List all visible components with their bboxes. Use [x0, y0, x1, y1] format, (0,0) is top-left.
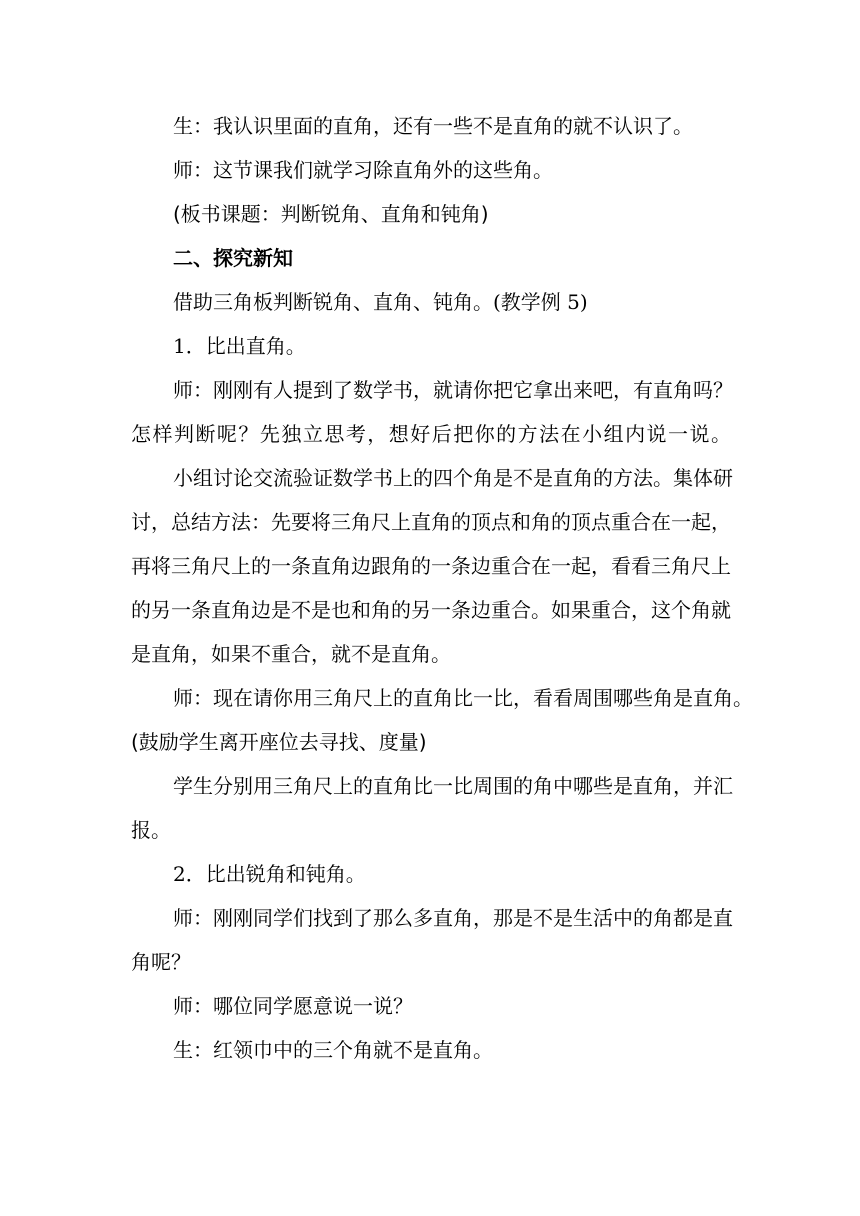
subheading-acute-obtuse: 2．比出锐角和钝角。: [173, 862, 366, 886]
paragraph-line: 师：刚刚同学们找到了那么多直角，那是不是生活中的角都是直: [173, 906, 733, 930]
encourage-note: (鼓励学生离开座位去寻找、度量): [131, 730, 427, 754]
paragraph-line: 角呢？: [131, 950, 191, 974]
paragraph-line: 是直角，如果不重合，就不是直角。: [131, 642, 451, 666]
paragraph-example: 借助三角板判断锐角、直角、钝角。(教学例 5): [173, 290, 588, 314]
blackboard-title-note: (板书课题：判断锐角、直角和钝角): [173, 202, 489, 226]
paragraph-line: 生：红领巾中的三个角就不是直角。: [173, 1038, 493, 1062]
section-heading: 二、探究新知: [173, 246, 293, 270]
paragraph-line: 再将三角尺上的一条直角边跟角的一条边重合在一起，看看三角尺上: [131, 554, 731, 578]
paragraph-student-answer: 生：我认识里面的直角，还有一些不是直角的就不认识了。: [173, 114, 693, 138]
paragraph-line: 学生分别用三角尺上的直角比一比周围的角中哪些是直角，并汇: [173, 774, 733, 798]
subheading-right-angle: 1．比出直角。: [173, 334, 306, 358]
paragraph-line: 的另一条直角边是不是也和角的另一条边重合。如果重合，这个角就: [131, 598, 731, 622]
paragraph-line: 报。: [131, 818, 171, 842]
paragraph-line: 讨，总结方法：先要将三角尺上直角的顶点和角的顶点重合在一起，: [131, 510, 731, 534]
paragraph-line: 师：刚刚有人提到了数学书，就请你把它拿出来吧，有直角吗？: [173, 378, 733, 402]
paragraph-line: 小组讨论交流验证数学书上的四个角是不是直角的方法。集体研: [173, 466, 733, 490]
paragraph-line: 怎样判断呢？先独立思考，想好后把你的方法在小组内说一说。: [131, 422, 731, 446]
paragraph-line: 师：哪位同学愿意说一说？: [173, 994, 413, 1018]
paragraph-teacher-intro: 师：这节课我们就学习除直角外的这些角。: [173, 158, 553, 182]
paragraph-line: 师：现在请你用三角尺上的直角比一比，看看周围哪些角是直角。: [173, 686, 753, 710]
